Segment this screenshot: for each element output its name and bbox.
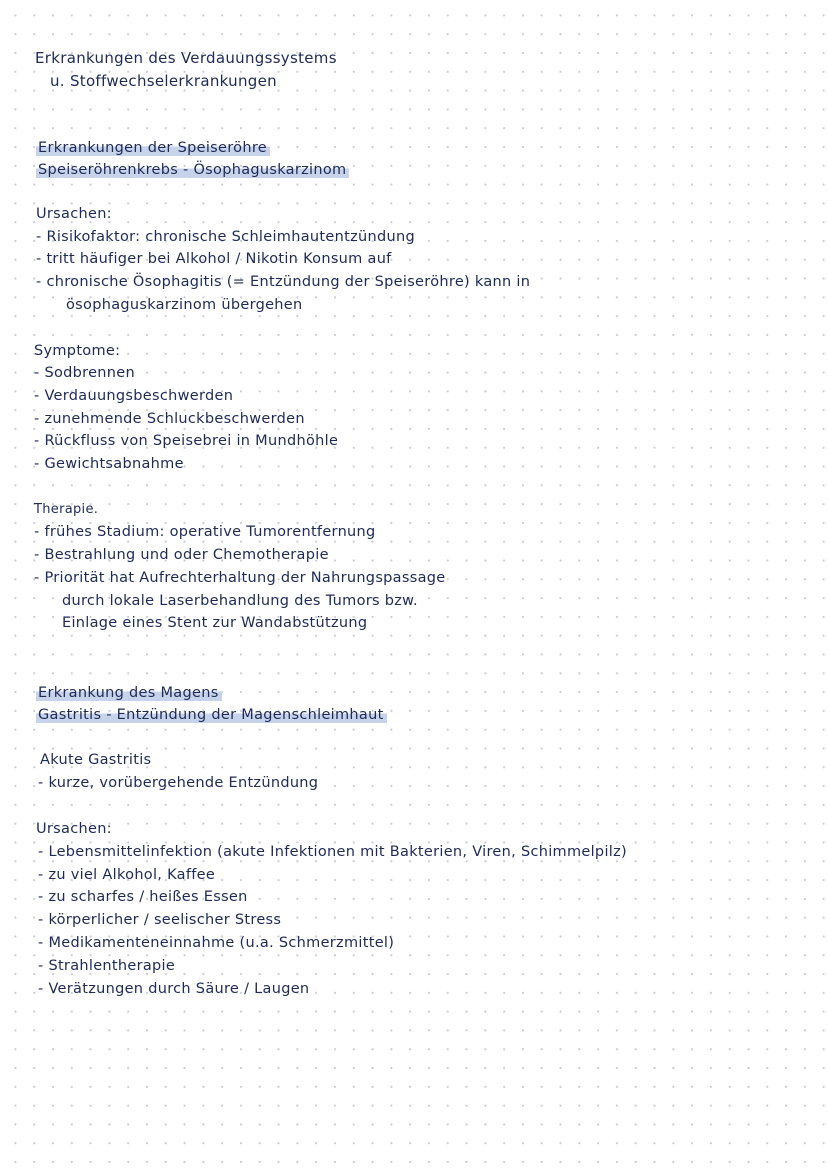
section1-symptom-item: - zunehmende Schluckbeschwerden (34, 411, 305, 427)
section2-acute-desc: - kurze, vorübergehende Entzündung (38, 775, 319, 791)
section1-heading-text: Erkrankungen der Speiseröhre (36, 140, 270, 156)
section1-therapy-item: durch lokale Laserbehandlung des Tumors bzw. (62, 593, 418, 609)
section2-cause-item: - Verätzungen durch Säure / Laugen (38, 981, 310, 997)
section1-subheading (36, 161, 349, 179)
section1-cause-item: ösophaguskarzinom übergehen (66, 297, 303, 313)
section1-therapy-item: - Bestrahlung und oder Chemotherapie (34, 547, 329, 563)
section2-cause-item: - Lebensmittelinfektion (akute Infektionen mit Bakterien, Viren, Schimmelpilz) (38, 844, 627, 860)
section1-symptom-item: - Gewichtsabnahme (34, 456, 184, 472)
section1-cause-item: - tritt häufiger bei Alkohol / Nikotin Konsum auf (36, 251, 392, 267)
section1-therapy-title: Therapie. (34, 502, 99, 517)
section1-symptom-item: - Rückfluss von Speisebrei in Mundhöhle (34, 433, 339, 449)
section2-cause-item: - zu scharfes / heißes Essen (38, 889, 248, 905)
section1-cause-item: - Risikofaktor: chronische Schleimhautentzündung (36, 229, 415, 245)
section2-subheading (36, 706, 387, 724)
section1-therapy-item: - Priorität hat Aufrechterhaltung der Nahrungspassage (34, 570, 446, 586)
section1-symptom-item: - Sodbrennen (34, 365, 135, 381)
section2-cause-item: - Strahlentherapie (38, 958, 176, 974)
section2-cause-item: - zu viel Alkohol, Kaffee (38, 867, 216, 883)
section2-heading-text: Erkrankung des Magens (36, 685, 222, 701)
section1-cause-item: - chronische Ösophagitis (= Entzündung der Speiseröhre) kann in (36, 274, 531, 290)
section2-cause-item: - Medikamenteneinnahme (u.a. Schmerzmittel) (38, 935, 395, 951)
section2-heading (36, 684, 222, 702)
section2-cause-item: - körperlicher / seelischer Stress (38, 912, 282, 928)
section2-causes-title: Ursachen: (36, 821, 112, 837)
section1-therapy-item: Einlage eines Stent zur Wandabstützung (62, 615, 368, 631)
section1-symptom-item: - Verdauungsbeschwerden (34, 388, 234, 404)
page-title-line-2: u. Stoffwechselerkrankungen (50, 72, 277, 90)
page-title-line-1: Erkrankungen des Verdauungssystems (35, 49, 337, 67)
section1-symptoms-title: Symptome: (34, 343, 121, 359)
section2-acute-title: Akute Gastritis (40, 752, 152, 768)
section1-causes-title: Ursachen: (36, 206, 112, 222)
section1-therapy-item: - frühes Stadium: operative Tumorentfernung (34, 524, 376, 540)
section2-subheading-text: Gastritis - Entzündung der Magenschleimhaut (36, 707, 387, 723)
section1-subheading-text: Speiseröhrenkrebs - Ösophaguskarzinom (36, 162, 349, 178)
section1-heading (36, 139, 270, 157)
